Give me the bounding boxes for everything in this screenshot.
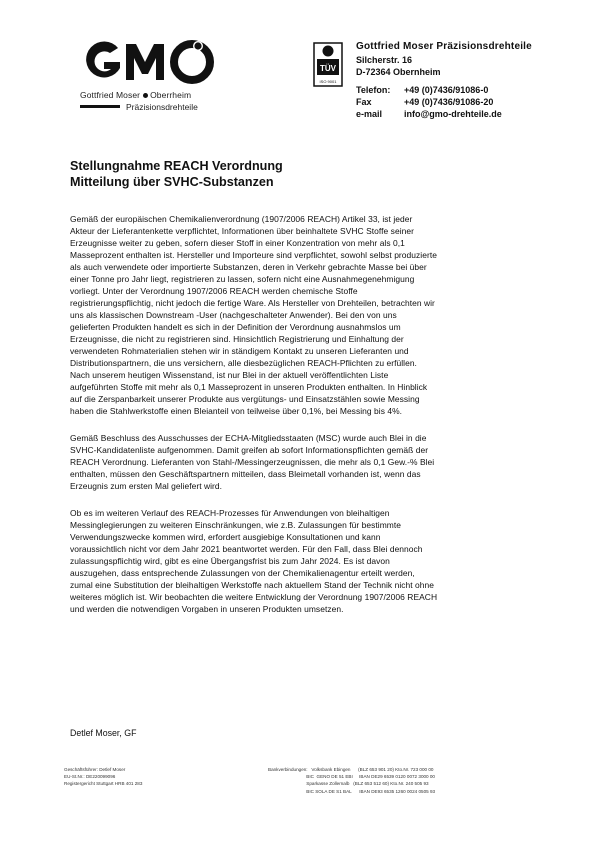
title-line-1: Stellungnahme REACH Verordnung — [70, 159, 283, 173]
email-link[interactable]: info@gmo-drehteile.de — [404, 108, 502, 119]
email-row — [356, 109, 532, 121]
paragraph-1: Gemäß der europäischen Chemikalienverordnung (1907/2006 REACH) Artikel 33, ist jeder Akteur der Lieferantenkette verpflichtet, Informationen über beinhaltete SVHC Stoffe seiner Erzeugnisse weiter zu geben, sofern dieser Stoff in einer Konzentration von mehr als 0,1 Masseprozent enthalten ist. Hersteller und Importeure sind verpflichtet, sowohl selbst produzierte als auch verwendete oder importierte Substanzen, deren in Verkehr gebrachte Masse bei über einer Tonne pro Jahr liegt, registrieren zu lassen, sofern nicht eine Ausnahmegenehmigung vorliegt. Unter der Verordnung 1907/2006 REACH werden chemische Stoffe registrierungspflichtig, nicht jedoch die fertige Ware. Als Hersteller von Drehteilen, betrachten wir uns als klassischen Downstream -User (nachgeschalteter Anwender). Bei den von uns gelieferten Produkten handelt es sich in der Definition der Verordnung ausnahmslos um Erzeugnisse, die nicht zu registrieren sind. Hinsichtlich Registrierung und Einhaltung der verwendeten Rohmaterialien stehen wir in ständigem Kontakt zu unseren Lieferanten und Distributionspartnern, die uns versichern, alle diesbezüglichen REACH-Pflichten zu erfüllen. Nach unserem heutigen Wissenstand, ist nur Blei in der aktuell veröffentlichten Liste aufgeführten Stoffe mit mehr als 0,1 Masseprozent in unseren Produkten enthalten. In Hinblick auf die Zerspanbarkeit unserer Produkte aus vergütungs- und Einsatzstählen sowie Messing haben die Stahlwerkstoffe einen Bleianteil von teilweise über 0,1%, bei Messing bis 4%. — [70, 214, 437, 416]
company-city: D-72364 Obernheim — [356, 66, 441, 77]
document-title — [70, 158, 283, 190]
phone-value: +49 (0)7436/91086-0 — [404, 85, 489, 96]
fax-row — [356, 97, 532, 109]
bullet-dot-icon — [143, 93, 148, 98]
footer-registration: Geschäftsführer: Detlef Moser EU-St.Nr.: DE220099096 Registergericht Stuttgart HRB 401 283 — [64, 767, 143, 787]
phone-label: Telefon: — [356, 85, 391, 96]
title-line-2: Mitteilung über SVHC-Substanzen — [70, 175, 274, 189]
gmo-logo-mark — [80, 38, 215, 86]
phone-row — [356, 85, 532, 97]
company-street: Silcherstr. 16 — [356, 54, 413, 65]
email-label: e-mail — [356, 108, 383, 119]
fax-value: +49 (0)7436/91086-20 — [404, 97, 494, 108]
footer-bank-details: Bankverbindungen: Volksbank Ebingen (BLZ 653 901 20) Kto.Nr. 723 000 00 BIC GENO DE 51 EBI IBAN DE29 6539 0120 0072 3000 00 Sparkasse Zollernalb (BLZ 653 512 60) Kto.Nr. 240 505 93 BIC SOLA DE S1 BAL IBAN DE93 6535 1260 0024 0505 93 — [268, 767, 436, 794]
document-body — [70, 213, 532, 630]
logo-tagline: Präzisionsdrehteile — [80, 102, 198, 112]
logo-owner-line: Gottfried Moser Oberrheim — [80, 90, 192, 100]
company-address-block — [356, 41, 532, 121]
tuv-badge-subtext: ISO 9001 — [319, 79, 337, 84]
signature: Detlef Moser, GF — [70, 728, 137, 738]
paragraph-2: Gemäß Beschluss des Ausschusses der ECHA-Mitgliedsstaaten (MSC) wurde auch Blei in die SVHC-Kandidatenliste aufgenommen. Damit greifen ab sofort Informationspflichten gemäß der REACH Verordnung. Lieferanten von Stahl-/Messingerzeugnissen, die mehr als 0,1 Gew.-% Blei enthalten, müssen den Geschäftspartnern mitteilen, dass Bleimetall vorhanden ist, wenn das Erzeugnis zum ersten Mal geliefert wird. — [70, 433, 435, 491]
fax-label: Fax — [356, 97, 372, 108]
tuv-certification-icon — [313, 42, 343, 87]
paragraph-3: Ob es im weiteren Verlauf des REACH-Prozesses für Anwendungen von bleihaltigen Messinglegierungen zu weiteren Einschränkungen, wie z.B. Zulassungen für bestimmte Verwendungszwecke kommen wird, erfordert ausgiebige Konsultationen und kann voraussichtlich nicht vor dem Jahr 2021 beantwortet werden. Für den Fall, dass Blei dennoch zulassungspflichtig wird, gibt es eine Übergangsfrist bis zum Jahr 2024. Es ist davon auszugehen, dass entsprechende Zulassungen von der Chemikalienagentur erteilt werden, zumal eine Substitution der bleihaltigen Werkstoffe nach aktuellem Stand der Technik nicht ohne weiteres möglich ist. Wir beobachten die weitere Entwicklung der Verordnung 1907/2006 REACH und werden die notwendigen Vorgaben in unseren Produkten umsetzen. — [70, 508, 438, 614]
tuv-badge-text: TÜV — [320, 64, 336, 73]
company-name: Gottfried Moser Präzisionsdrehteile — [356, 41, 532, 52]
logo-underline-bar — [80, 105, 120, 108]
company-logo — [80, 38, 220, 112]
